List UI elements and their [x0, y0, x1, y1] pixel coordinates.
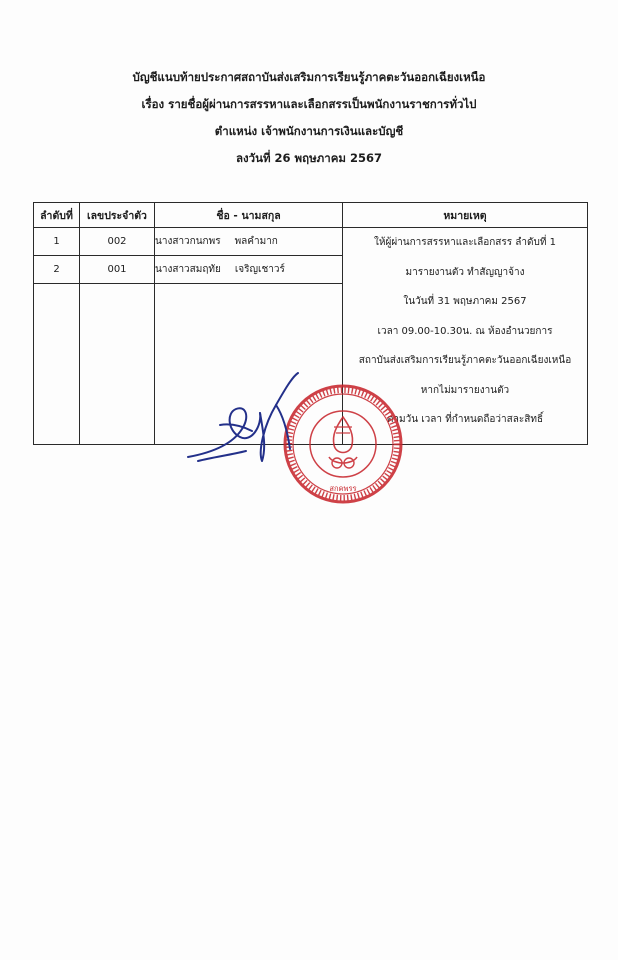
header-line-3: ตำแหน่ง เจ้าพนักงานการเงินและบัญชี	[214, 124, 404, 138]
empty-cell	[34, 284, 80, 445]
header-line-1: บัญชีแนบท้ายประกาศสถาบันส่งเสริมการเรียนรู้ภาคตะวันออกเฉียงเหนือ	[132, 70, 486, 84]
header-order: ลำดับที่	[34, 203, 80, 228]
remark-line: เวลา 09.00-10.30น. ณ ห้องอำนวยการ	[377, 325, 553, 337]
row-1-first-name: นางสาวกนกพร	[155, 236, 221, 247]
remark-line: ให้ผู้ผ่านการสรรหาและเลือกสรร ลำดับที่ 1	[373, 237, 557, 248]
header-line-4: ลงวันที่ 26 พฤษภาคม 2567	[235, 151, 383, 165]
row-2-last-name: เจริญเชาวร์	[234, 264, 285, 275]
row-1-last-name: พลคำมาก	[234, 236, 278, 247]
row-1-id: 002	[80, 228, 155, 256]
remark-line: มารายงานตัว ทำสัญญาจ้าง	[405, 266, 525, 278]
signature	[180, 365, 330, 475]
header-name: ชื่อ - นามสกุล	[155, 203, 343, 228]
remark-line: หากไม่มารายงานตัว	[420, 384, 510, 396]
header-line-2: เรื่อง รายชื่อผู้ผ่านการสรรหาและเลือกสรรเป็นพนักงานราชการทั่วไป	[141, 97, 477, 111]
document-header	[0, 64, 618, 172]
seal-bottom-text: สกคพรร	[329, 484, 357, 493]
remark-line: ในวันที่ 31 พฤษภาคม 2567	[403, 296, 527, 307]
header-remarks: หมายเหตุ	[343, 203, 588, 228]
row-2-id: 001	[80, 256, 155, 284]
table-header-row	[34, 203, 588, 228]
empty-cell	[80, 284, 155, 445]
row-2-first-name: นางสาวสมฤทัย	[155, 264, 221, 275]
row-2-name	[155, 256, 343, 284]
remark-line: ตามวัน เวลา ที่กำหนดถือว่าสละสิทธิ์	[386, 414, 544, 425]
row-2-order: 2	[34, 256, 80, 284]
header-id: เลขประจำตัว	[80, 203, 155, 228]
row-1-order: 1	[34, 228, 80, 256]
remark-line: สถาบันส่งเสริมการเรียนรู้ภาคตะวันออกเฉียงเหนือ	[358, 355, 572, 366]
row-1-name	[155, 228, 343, 256]
table-row	[34, 228, 588, 256]
